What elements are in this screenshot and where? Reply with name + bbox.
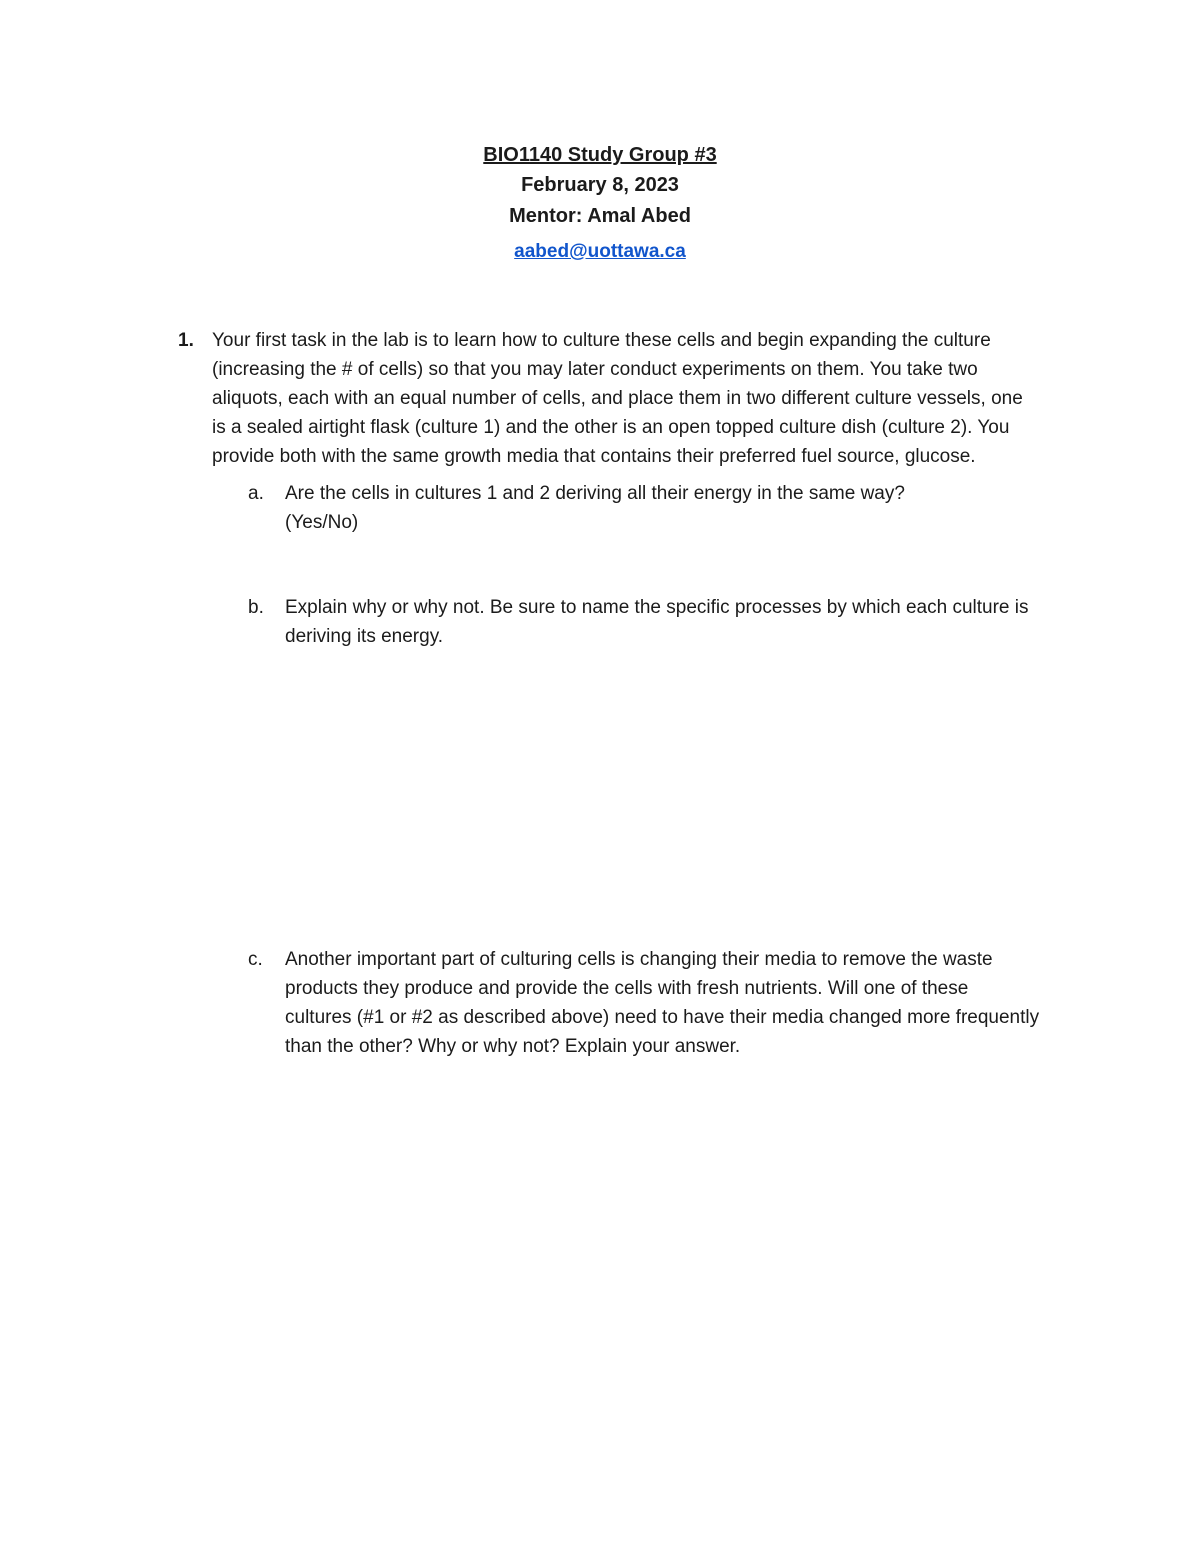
document-body [178, 326, 1040, 1061]
question-1-text: Your first task in the lab is to learn how to culture these cells and begin expanding the culture (increasing the # of cells) so that you may later conduct experiments on them. You take two aliquots, each with an equal number of cells, and place them in two different culture vessels, one is a sealed airtight flask (culture 1) and the other is an open topped culture dish (culture 2). You provide both with the same growth media that contains their preferred fuel source, glucose. [212, 330, 1023, 467]
question-1c [248, 945, 1040, 1061]
question-1b-text: Explain why or why not. Be sure to name the specific processes by which each culture is deriving its energy. [285, 597, 1029, 647]
question-1a-line1: Are the cells in cultures 1 and 2 deriving all their energy in the same way? [285, 483, 905, 504]
question-1a-text [285, 479, 1040, 537]
email-line [0, 236, 1200, 268]
document-title: BIO1140 Study Group #3 [483, 144, 717, 166]
question-1 [178, 326, 1040, 471]
email-link[interactable]: aabed@uottawa.ca [514, 241, 686, 262]
question-1c-label: c. [248, 949, 263, 970]
question-1a [248, 479, 1040, 537]
question-1a-label: a. [248, 483, 264, 504]
question-1a-line2: (Yes/No) [285, 512, 359, 533]
question-1b [248, 593, 1040, 651]
document-header [0, 0, 1200, 268]
mentor-line: Mentor: Amal Abed [509, 205, 691, 227]
question-1b-label: b. [248, 597, 264, 618]
question-1c-text: Another important part of culturing cells is changing their media to remove the waste products they produce and provide the cells with fresh nutrients. Will one of these cultures (#1 or #2 as described above) need to have their media changed more frequently than the other? Why or why not? Explain your answer. [285, 949, 1040, 1057]
document-date: February 8, 2023 [521, 174, 679, 196]
question-1-number: 1. [178, 330, 194, 351]
